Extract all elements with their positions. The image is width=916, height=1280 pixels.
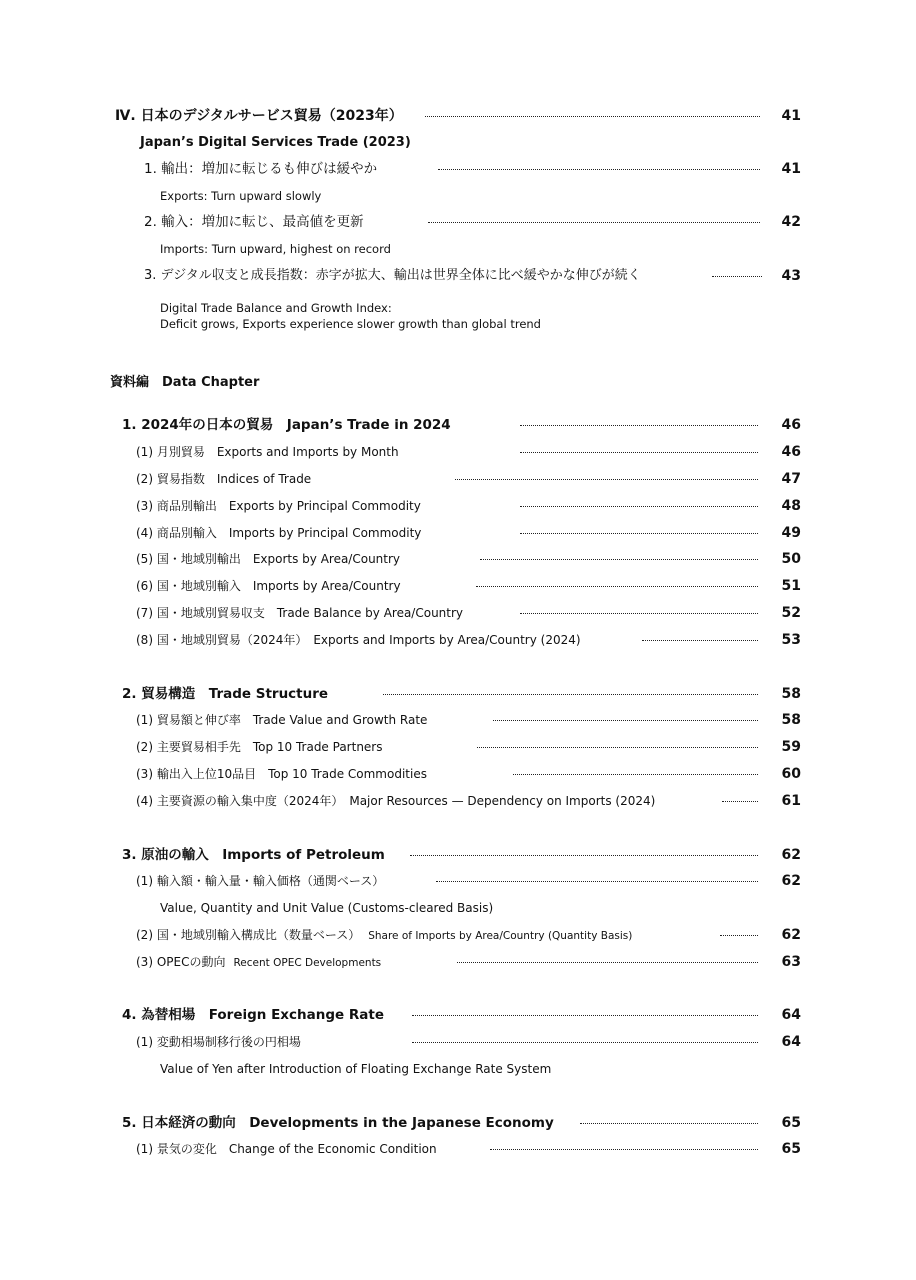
page-number: 41 <box>781 161 801 177</box>
leader-dots <box>477 747 758 748</box>
leader-dots <box>412 1042 758 1043</box>
toc-entry-label: (7) 国・地域別貿易収支 Trade Balance by Area/Country <box>136 606 464 620</box>
toc-entry-label: (3) 輸出入上位10品目 Top 10 Trade Commodities <box>136 767 427 781</box>
toc-entry-label: 2. 輸入：増加に転じ、最高値を更新 <box>144 214 364 230</box>
toc-section-heading: 3. 原油の輸入 Imports of Petroleum <box>122 847 385 863</box>
page-number: 64 <box>781 1007 801 1023</box>
leader-dots <box>520 613 758 614</box>
toc-entry-label: (4) 商品別輸入 Imports by Principal Commodity <box>136 526 422 540</box>
page-number: 62 <box>781 873 801 889</box>
leader-dots <box>480 559 758 560</box>
page-number: 50 <box>781 551 801 567</box>
page-number: 47 <box>781 471 801 487</box>
toc-entry-subtitle: Digital Trade Balance and Growth Index: <box>160 301 392 315</box>
page-number: 43 <box>781 268 801 284</box>
leader-dots <box>383 694 758 695</box>
toc-entry-label: (1) 月別貿易 Exports and Imports by Month <box>136 445 399 459</box>
data-chapter-title: 資料編 Data Chapter <box>110 375 260 390</box>
toc-entry-label: (4) 主要資源の輸入集中度（2024年） Major Resources — Dependency on Imports (2024) <box>136 794 656 808</box>
toc-entry-subtitle: Deficit grows, Exports experience slower growth than global trend <box>160 317 541 331</box>
toc-entry-label <box>136 926 632 945</box>
leader-dots <box>520 506 758 507</box>
page-number: 65 <box>781 1115 801 1131</box>
toc-section-heading: 4. 為替相場 Foreign Exchange Rate <box>122 1007 384 1023</box>
toc-entry-label: 1. 輸出：増加に転じるも伸びは緩やか <box>144 161 378 177</box>
toc-entry-label: (1) 変動相場制移行後の円相場 <box>136 1035 301 1049</box>
page-number: 62 <box>781 847 801 863</box>
page-number: 58 <box>781 712 801 728</box>
leader-dots <box>412 1015 758 1016</box>
toc-entry-label: (1) 貿易額と伸び率 Trade Value and Growth Rate <box>136 713 428 727</box>
page-number: 61 <box>781 793 801 809</box>
leader-dots <box>580 1123 758 1124</box>
toc-entry-label: (2) 貿易指数 Indices of Trade <box>136 472 312 486</box>
toc-entry-label: (6) 国・地域別輸入 Imports by Area/Country <box>136 579 401 593</box>
page-number: 41 <box>781 108 801 124</box>
leader-dots <box>425 116 760 117</box>
toc-entry-label-en: Recent OPEC Developments <box>233 957 382 969</box>
toc-entry-label: (5) 国・地域別輸出 Exports by Area/Country <box>136 552 401 566</box>
page-number: 60 <box>781 766 801 782</box>
page-number: 52 <box>781 605 801 621</box>
leader-dots <box>490 1149 758 1150</box>
section-iv-heading: Ⅳ. 日本のデジタルサービス貿易（2023年） <box>115 108 403 124</box>
leader-dots <box>520 533 758 534</box>
page-number: 49 <box>781 525 801 541</box>
toc-entry-label: (1) 景気の変化 Change of the Economic Condition <box>136 1142 437 1156</box>
toc-entry-label-en: Share of Imports by Area/Country (Quantity Basis) <box>368 930 633 942</box>
toc-entry-label: (8) 国・地域別貿易（2024年） Exports and Imports by Area/Country (2024) <box>136 633 581 647</box>
toc-entry-subtitle: Exports: Turn upward slowly <box>160 189 322 203</box>
toc-section-heading: 5. 日本経済の動向 Developments in the Japanese Economy <box>122 1115 554 1131</box>
toc-entry-subtitle: Value, Quantity and Unit Value (Customs-cleared Basis) <box>160 901 494 915</box>
page-number: 64 <box>781 1034 801 1050</box>
toc-entry-label <box>136 953 381 972</box>
leader-dots <box>513 774 758 775</box>
toc-entry-label: (2) 主要貿易相手先 Top 10 Trade Partners <box>136 740 383 754</box>
page-number: 65 <box>781 1141 801 1157</box>
leader-dots <box>438 169 760 170</box>
page-number: 53 <box>781 632 801 648</box>
page-number: 62 <box>781 927 801 943</box>
toc-entry-label: 3. デジタル収支と成長指数：赤字が拡大、輸出は世界全体に比べ緩やかな伸びが続く <box>144 268 641 283</box>
leader-dots <box>493 720 758 721</box>
leader-dots <box>520 452 758 453</box>
page-number: 58 <box>781 686 801 702</box>
toc-entry-label-ja: (3) OPECの動向 <box>136 955 226 969</box>
page-number: 51 <box>781 578 801 594</box>
leader-dots <box>455 479 758 480</box>
page-number: 59 <box>781 739 801 755</box>
leader-dots <box>410 855 758 856</box>
toc-entry-label: (1) 輸入額・輸入量・輸入価格（通関ベース） <box>136 874 385 888</box>
page-number: 63 <box>781 954 801 970</box>
page-number: 46 <box>781 444 801 460</box>
page-number: 48 <box>781 498 801 514</box>
leader-dots <box>476 586 758 587</box>
page-number: 42 <box>781 214 801 230</box>
toc-entry-label: (3) 商品別輸出 Exports by Principal Commodity <box>136 499 421 513</box>
toc-section-heading: 2. 貿易構造 Trade Structure <box>122 686 329 702</box>
toc-section-heading: 1. 2024年の日本の貿易 Japan’s Trade in 2024 <box>122 417 451 433</box>
leader-dots <box>428 222 760 223</box>
page-number: 46 <box>781 417 801 433</box>
toc-entry-subtitle: Value of Yen after Introduction of Floating Exchange Rate System <box>160 1062 552 1076</box>
toc-entry-subtitle: Imports: Turn upward, highest on record <box>160 242 391 256</box>
toc-entry-label-ja: (2) 国・地域別輸入構成比（数量ベース） <box>136 928 361 942</box>
section-iv-heading-en: Japan’s Digital Services Trade (2023) <box>140 135 411 150</box>
leader-dots <box>436 881 758 882</box>
leader-dots <box>520 425 758 426</box>
leader-dots <box>457 962 758 963</box>
